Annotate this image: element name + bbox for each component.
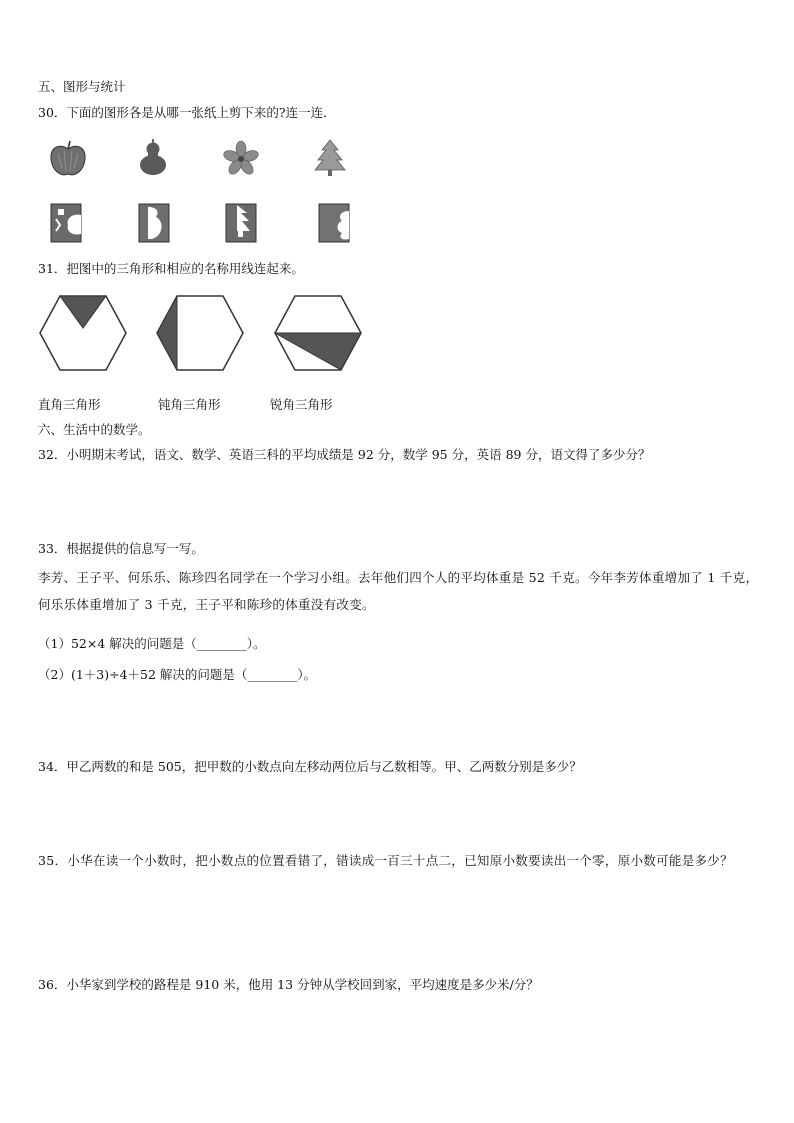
paper-apple-cut-icon xyxy=(50,203,82,243)
apple-icon xyxy=(48,140,88,178)
question-33: 33．根据提供的信息写一写。 xyxy=(38,541,204,556)
label-acute-triangle: 锐角三角形 xyxy=(270,397,333,412)
question-33-part-1: （1）52×4 解决的问题是（________）。 xyxy=(38,636,266,651)
label-right-triangle: 直角三角形 xyxy=(38,397,101,412)
hexagon-obtuse-triangle-icon xyxy=(155,294,245,372)
gourd-icon xyxy=(137,137,169,177)
section-five-title: 五、图形与统计 xyxy=(38,79,126,94)
paper-gourd-cut-icon xyxy=(138,203,170,243)
hexagon-acute-triangle-icon xyxy=(273,294,363,372)
section-six-title: 六、生活中的数学。 xyxy=(38,422,151,437)
question-35: 35．小华在读一个小数时，把小数点的位置看错了，错读成一百三十点二，已知原小数要读出一个零，原小数可能是多少？ xyxy=(38,853,733,868)
question-33-info: 李芳、王子平、何乐乐、陈珍四名同学在一个学习小组。去年他们四个人的平均体重是 52 千克。今年李芳体重增加了 1 千克，何乐乐体重增加了 3 千克，王子平和陈珍的体重没有改变。 xyxy=(38,570,759,612)
paper-tree-cut-icon xyxy=(225,203,257,243)
label-obtuse-triangle: 钝角三角形 xyxy=(158,397,221,412)
question-33-part-2: （2）(1＋3)÷4＋52 解决的问题是（________）。 xyxy=(38,667,317,682)
paper-flower-cut-icon xyxy=(318,203,350,243)
hexagon-right-triangle-icon xyxy=(38,294,128,372)
question-30: 30．下面的图形各是从哪一张纸上剪下来的?连一连． xyxy=(38,105,336,120)
tree-icon xyxy=(313,138,347,178)
question-36: 36．小华家到学校的路程是 910 米，他用 13 分钟从学校回到家，平均速度是多少米/分？ xyxy=(38,977,539,992)
question-32: 32．小明期末考试，语文、数学、英语三科的平均成绩是 92 分，数学 95 分，英语 89 分，语文得了多少分？ xyxy=(38,447,651,462)
question-31: 31．把图中的三角形和相应的名称用线连起来。 xyxy=(38,261,304,276)
flower-icon xyxy=(221,140,261,178)
question-34: 34．甲乙两数的和是 505，把甲数的小数点向左移动两位后与乙数相等。甲、乙两数分别是多少？ xyxy=(38,759,582,774)
